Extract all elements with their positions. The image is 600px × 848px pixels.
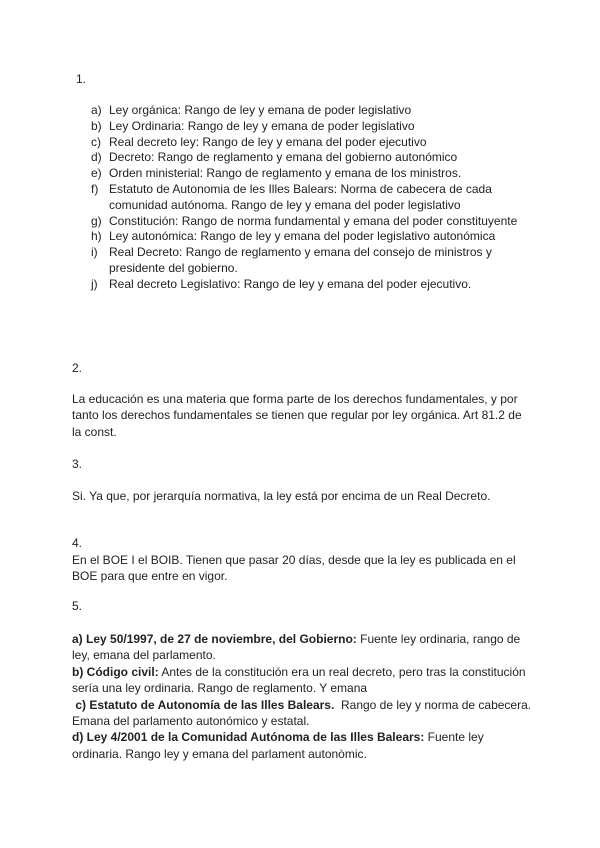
question-1-list bbox=[91, 103, 531, 293]
question-2-answer: La educación es una materia que forma parte de los derechos fundamentales, y por tanto los derechos fundamentales se tienen que regular por ley orgánica. Art 81.2 de la const. bbox=[72, 392, 522, 439]
list-item-text: Constitución: Rango de norma fundamental y emana del poder constituyente bbox=[109, 213, 518, 228]
list-item-text: Ley autonómica: Rango de ley y emana del poder legislativo autonómica bbox=[109, 229, 496, 244]
list-item bbox=[91, 229, 531, 245]
law-description: Fuente ley ordinaria. Rango ley y emana del parlament autonòmic. bbox=[72, 730, 484, 761]
question-2-number: 2. bbox=[72, 361, 83, 375]
list-item bbox=[91, 214, 531, 230]
list-item bbox=[91, 150, 531, 166]
law-description: Antes de la constitución era un real decreto, pero tras la constitución sería una ley ordinaria. Rango de reglamento. Y emana bbox=[72, 664, 526, 696]
list-item-text: Decreto: Rango de reglamento y emana del gobierno autonómico bbox=[109, 150, 458, 165]
list-marker: f) bbox=[91, 181, 99, 196]
list-item bbox=[91, 182, 531, 214]
question-3-answer: Si. Ya que, por jerarquía normativa, la ley está por encima de un Real Decreto. bbox=[72, 489, 491, 503]
answer-item bbox=[72, 698, 534, 728]
list-marker: h) bbox=[91, 229, 102, 244]
law-title: c) Estatuto de Autonomía de las Illes Balears. bbox=[72, 697, 335, 712]
question-4-number: 4. bbox=[72, 536, 83, 550]
answer-item bbox=[72, 632, 520, 662]
list-item bbox=[91, 245, 531, 277]
law-title: d) Ley 4/2001 de la Comunidad Autónoma de las Illes Balears: bbox=[72, 730, 425, 745]
list-item-text: Ley Ordinaria: Rango de ley y emana de poder legislativo bbox=[109, 118, 415, 133]
list-item-text: Real Decreto: Rango de reglamento y emana del consejo de ministros y presidente del gobierno. bbox=[109, 245, 492, 275]
list-marker: b) bbox=[91, 118, 102, 133]
list-marker: j) bbox=[91, 276, 98, 291]
question-5-number: 5. bbox=[72, 599, 83, 613]
list-item bbox=[91, 166, 531, 182]
list-item bbox=[91, 135, 531, 151]
answer-item bbox=[72, 665, 526, 695]
question-3-number: 3. bbox=[72, 457, 83, 471]
law-description: Rango de ley y norma de cabecera. Emana del parlamento autonómico y estatal. bbox=[72, 697, 535, 729]
question-4-answer: En el BOE I el BOIB. Tienen que pasar 20 días, desde que la ley es publicada en el BOE para que entre en vigor. bbox=[72, 553, 516, 584]
list-marker: a) bbox=[91, 103, 102, 117]
law-title: b) Código civil: bbox=[72, 664, 159, 679]
list-marker: i) bbox=[91, 245, 98, 260]
law-title: a) Ley 50/1997, de 27 de noviembre, del Gobierno: bbox=[72, 632, 357, 646]
list-marker: c) bbox=[91, 134, 101, 149]
question-1-number: 1. bbox=[76, 72, 87, 86]
list-item-text: Orden ministerial: Rango de reglamento y emana de los ministros. bbox=[109, 166, 462, 181]
list-item-text: Real decreto ley: Rango de ley y emana del poder ejecutivo bbox=[109, 134, 427, 149]
list-marker: e) bbox=[91, 166, 102, 181]
question-5-answer bbox=[72, 631, 535, 762]
list-marker: d) bbox=[91, 150, 102, 165]
list-marker: g) bbox=[91, 213, 102, 228]
list-item-text: Estatuto de Autonomia de les Illes Balears: Norma de cabecera de cada comunidad autónoma. Rango de ley y emana del poder legislativo bbox=[109, 181, 492, 212]
list-item-text: Ley orgánica: Rango de ley y emana de poder legislativo bbox=[109, 103, 412, 117]
answer-item bbox=[72, 730, 484, 760]
list-item bbox=[91, 119, 531, 135]
law-description: Fuente ley ordinaria, rango de ley, emana del parlamento. bbox=[72, 632, 521, 663]
list-item bbox=[91, 103, 531, 119]
list-item bbox=[91, 277, 531, 293]
list-item-text: Real decreto Legislativo: Rango de ley y emana del poder ejecutivo. bbox=[109, 276, 472, 291]
